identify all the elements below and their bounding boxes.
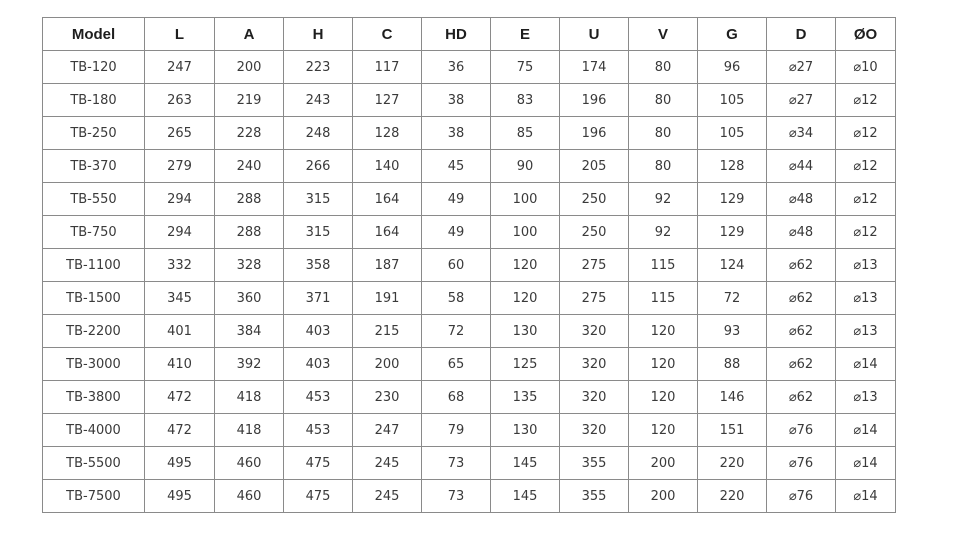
cell-c: 200 [353,348,422,381]
cell-g: 72 [698,282,767,315]
cell-u: 174 [560,51,629,84]
cell-o: ⌀14 [836,447,896,480]
table-row [43,150,896,183]
column-header-o: ØO [836,18,896,51]
cell-hd: 68 [422,381,491,414]
cell-h: 248 [284,117,353,150]
table-row [43,117,896,150]
cell-e: 145 [491,447,560,480]
cell-o: ⌀13 [836,249,896,282]
cell-h: 266 [284,150,353,183]
cell-h: 371 [284,282,353,315]
cell-model: TB-3000 [43,348,145,381]
column-header-u: U [560,18,629,51]
cell-d: ⌀62 [767,282,836,315]
cell-u: 320 [560,381,629,414]
cell-l: 263 [145,84,215,117]
cell-h: 243 [284,84,353,117]
cell-c: 245 [353,447,422,480]
cell-hd: 49 [422,216,491,249]
cell-g: 124 [698,249,767,282]
column-header-v: V [629,18,698,51]
table-row [43,447,896,480]
cell-e: 125 [491,348,560,381]
cell-v: 200 [629,447,698,480]
cell-o: ⌀12 [836,216,896,249]
cell-d: ⌀44 [767,150,836,183]
cell-e: 130 [491,315,560,348]
cell-model: TB-370 [43,150,145,183]
cell-u: 355 [560,480,629,513]
table-row [43,216,896,249]
column-header-g: G [698,18,767,51]
cell-v: 92 [629,183,698,216]
cell-e: 130 [491,414,560,447]
cell-u: 196 [560,84,629,117]
cell-a: 418 [215,381,284,414]
cell-o: ⌀13 [836,381,896,414]
cell-l: 410 [145,348,215,381]
cell-e: 83 [491,84,560,117]
cell-g: 96 [698,51,767,84]
cell-e: 100 [491,216,560,249]
cell-u: 250 [560,183,629,216]
cell-c: 191 [353,282,422,315]
cell-l: 495 [145,480,215,513]
cell-e: 100 [491,183,560,216]
cell-g: 129 [698,183,767,216]
cell-model: TB-180 [43,84,145,117]
cell-v: 80 [629,84,698,117]
table-body [43,51,896,513]
cell-h: 453 [284,381,353,414]
cell-d: ⌀76 [767,414,836,447]
cell-u: 205 [560,150,629,183]
cell-d: ⌀48 [767,183,836,216]
cell-model: TB-550 [43,183,145,216]
cell-o: ⌀12 [836,150,896,183]
cell-model: TB-1100 [43,249,145,282]
cell-o: ⌀12 [836,84,896,117]
cell-h: 403 [284,315,353,348]
cell-u: 250 [560,216,629,249]
cell-e: 85 [491,117,560,150]
cell-c: 230 [353,381,422,414]
cell-v: 120 [629,348,698,381]
cell-d: ⌀62 [767,381,836,414]
cell-o: ⌀14 [836,414,896,447]
cell-hd: 65 [422,348,491,381]
cell-a: 384 [215,315,284,348]
table-row [43,414,896,447]
cell-l: 332 [145,249,215,282]
cell-c: 127 [353,84,422,117]
cell-hd: 58 [422,282,491,315]
cell-a: 328 [215,249,284,282]
cell-c: 187 [353,249,422,282]
cell-model: TB-5500 [43,447,145,480]
cell-o: ⌀12 [836,117,896,150]
cell-g: 129 [698,216,767,249]
cell-h: 475 [284,480,353,513]
cell-d: ⌀62 [767,315,836,348]
cell-hd: 79 [422,414,491,447]
cell-u: 275 [560,282,629,315]
cell-a: 460 [215,480,284,513]
cell-l: 472 [145,381,215,414]
cell-a: 460 [215,447,284,480]
cell-a: 288 [215,216,284,249]
cell-v: 120 [629,381,698,414]
cell-h: 403 [284,348,353,381]
cell-hd: 38 [422,84,491,117]
cell-v: 200 [629,480,698,513]
cell-c: 117 [353,51,422,84]
cell-h: 358 [284,249,353,282]
cell-hd: 73 [422,480,491,513]
cell-c: 215 [353,315,422,348]
cell-hd: 36 [422,51,491,84]
cell-v: 80 [629,117,698,150]
cell-g: 88 [698,348,767,381]
cell-l: 294 [145,183,215,216]
cell-l: 495 [145,447,215,480]
cell-d: ⌀27 [767,51,836,84]
cell-g: 151 [698,414,767,447]
cell-v: 115 [629,282,698,315]
table-row [43,315,896,348]
cell-o: ⌀12 [836,183,896,216]
cell-o: ⌀14 [836,480,896,513]
cell-u: 320 [560,348,629,381]
cell-c: 128 [353,117,422,150]
table-row [43,282,896,315]
cell-e: 135 [491,381,560,414]
cell-l: 247 [145,51,215,84]
cell-l: 401 [145,315,215,348]
table-row [43,84,896,117]
cell-o: ⌀10 [836,51,896,84]
cell-o: ⌀14 [836,348,896,381]
cell-h: 453 [284,414,353,447]
cell-c: 164 [353,216,422,249]
cell-g: 146 [698,381,767,414]
cell-d: ⌀48 [767,216,836,249]
cell-d: ⌀27 [767,84,836,117]
cell-e: 120 [491,282,560,315]
cell-h: 315 [284,183,353,216]
cell-e: 120 [491,249,560,282]
cell-l: 265 [145,117,215,150]
cell-d: ⌀34 [767,117,836,150]
cell-model: TB-2200 [43,315,145,348]
cell-g: 93 [698,315,767,348]
cell-a: 228 [215,117,284,150]
cell-e: 75 [491,51,560,84]
cell-v: 80 [629,51,698,84]
table-row [43,348,896,381]
cell-u: 320 [560,315,629,348]
table-row [43,480,896,513]
column-header-d: D [767,18,836,51]
table-row [43,183,896,216]
column-header-c: C [353,18,422,51]
cell-hd: 45 [422,150,491,183]
cell-l: 294 [145,216,215,249]
cell-u: 275 [560,249,629,282]
cell-u: 320 [560,414,629,447]
cell-h: 475 [284,447,353,480]
column-header-model: Model [43,18,145,51]
cell-g: 128 [698,150,767,183]
cell-d: ⌀62 [767,348,836,381]
cell-c: 140 [353,150,422,183]
cell-c: 164 [353,183,422,216]
cell-hd: 49 [422,183,491,216]
cell-h: 223 [284,51,353,84]
dimensions-table [42,17,896,513]
cell-h: 315 [284,216,353,249]
cell-l: 345 [145,282,215,315]
cell-hd: 73 [422,447,491,480]
table-row [43,381,896,414]
cell-hd: 72 [422,315,491,348]
cell-hd: 60 [422,249,491,282]
cell-model: TB-120 [43,51,145,84]
cell-d: ⌀76 [767,480,836,513]
cell-g: 220 [698,447,767,480]
cell-o: ⌀13 [836,282,896,315]
cell-hd: 38 [422,117,491,150]
cell-model: TB-4000 [43,414,145,447]
cell-e: 90 [491,150,560,183]
cell-l: 472 [145,414,215,447]
cell-model: TB-7500 [43,480,145,513]
cell-a: 418 [215,414,284,447]
cell-v: 120 [629,315,698,348]
cell-g: 105 [698,84,767,117]
cell-l: 279 [145,150,215,183]
table-row [43,249,896,282]
cell-v: 115 [629,249,698,282]
column-header-l: L [145,18,215,51]
column-header-h: H [284,18,353,51]
cell-a: 288 [215,183,284,216]
cell-v: 120 [629,414,698,447]
cell-model: TB-1500 [43,282,145,315]
cell-a: 219 [215,84,284,117]
cell-o: ⌀13 [836,315,896,348]
cell-g: 105 [698,117,767,150]
cell-v: 80 [629,150,698,183]
cell-u: 196 [560,117,629,150]
column-header-e: E [491,18,560,51]
cell-d: ⌀76 [767,447,836,480]
cell-d: ⌀62 [767,249,836,282]
cell-model: TB-250 [43,117,145,150]
column-header-a: A [215,18,284,51]
column-header-hd: HD [422,18,491,51]
cell-model: TB-3800 [43,381,145,414]
cell-a: 392 [215,348,284,381]
cell-v: 92 [629,216,698,249]
cell-u: 355 [560,447,629,480]
cell-a: 200 [215,51,284,84]
table-header-row [43,18,896,51]
cell-g: 220 [698,480,767,513]
table-row [43,51,896,84]
cell-c: 245 [353,480,422,513]
cell-a: 240 [215,150,284,183]
cell-model: TB-750 [43,216,145,249]
cell-c: 247 [353,414,422,447]
cell-e: 145 [491,480,560,513]
cell-a: 360 [215,282,284,315]
